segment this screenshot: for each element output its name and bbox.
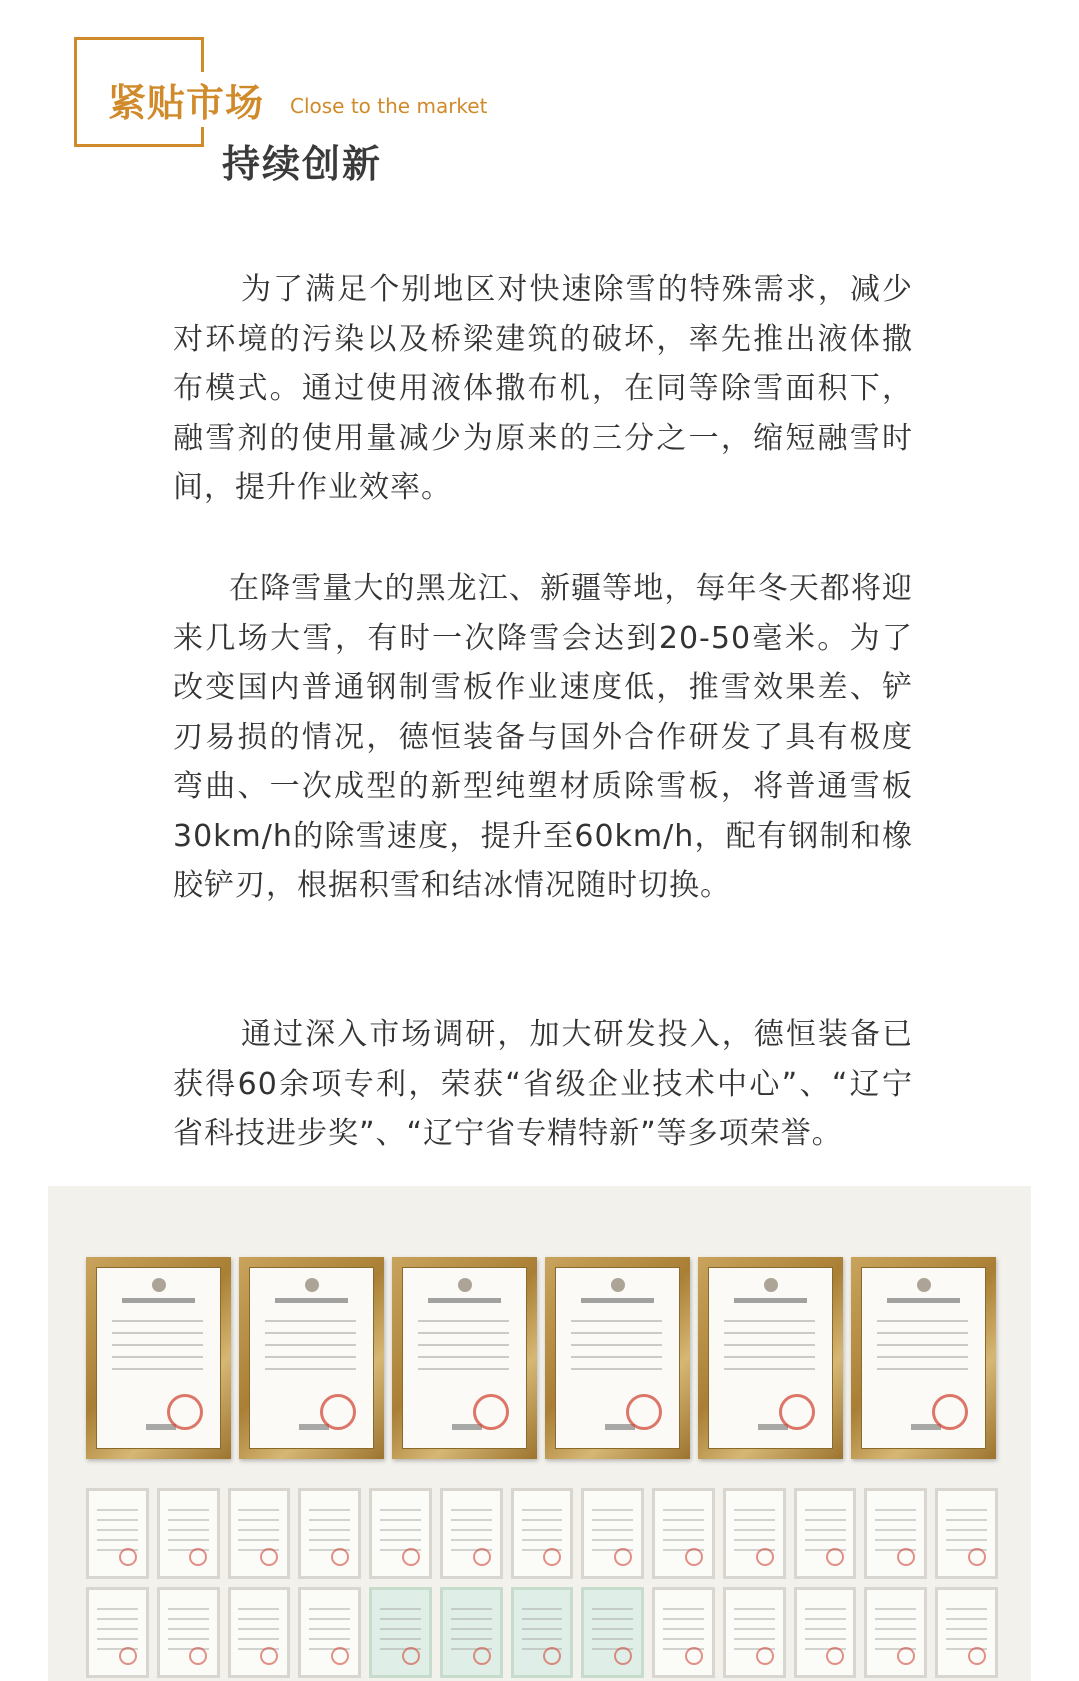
patent-certificate-thumbnail: [228, 1488, 291, 1579]
section-subtitle: 持续创新: [218, 133, 382, 188]
patent-certificate-thumbnail: [511, 1488, 574, 1579]
patent-certificate-thumbnail: [440, 1587, 503, 1678]
section-title-english: Close to the market: [290, 94, 488, 118]
patent-certificate-thumbnail: [723, 1587, 786, 1678]
patent-certificate-thumbnail: [794, 1488, 857, 1579]
patent-certificate-thumbnail: [298, 1587, 361, 1678]
patent-certificate-thumbnail: [369, 1488, 432, 1579]
section-title: 紧贴市场: [108, 72, 270, 127]
patent-certificate-thumbnail: [935, 1488, 998, 1579]
patent-certificate-thumbnail: [794, 1587, 857, 1678]
patent-certificate-thumbnail: [864, 1488, 927, 1579]
framed-certificate: [698, 1257, 843, 1459]
framed-certificate: [545, 1257, 690, 1459]
patent-certificate-thumbnail: [86, 1587, 149, 1678]
framed-certificate: [239, 1257, 384, 1459]
framed-certificates: [86, 1257, 996, 1459]
patent-certificate-thumbnail: [652, 1488, 715, 1579]
patent-certificate-thumbnail: [723, 1488, 786, 1579]
patent-certificate-thumbnail: [652, 1587, 715, 1678]
framed-certificate: [392, 1257, 537, 1459]
patent-certificate-thumbnail: [935, 1587, 998, 1678]
patent-certificate-thumbnail: [369, 1587, 432, 1678]
patent-certificate-thumbnail: [298, 1488, 361, 1579]
paragraph-snow-plow: 在降雪量大的黑龙江、新疆等地，每年冬天都将迎来几场大雪，有时一次降雪会达到20-50毫米。为了改变国内普通钢制雪板作业速度低，推雪效果差、铲刃易损的情况，德恒装备与国外合作研发了具有极度弯曲、一次成型的新型纯塑材质除雪板，将普通雪板30km/h的除雪速度，提升至60km/h，配有钢制和橡胶铲刃，根据积雪和结冰情况随时切换。: [173, 571, 913, 903]
patent-certificate-thumbnail: [440, 1488, 503, 1579]
framed-certificate: [86, 1257, 231, 1459]
paragraph-patents: 通过深入市场调研，加大研发投入，德恒装备已获得60余项专利，荣获“省级企业技术中心”、“辽宁省科技进步奖”、“辽宁省专精特新”等多项荣誉。: [173, 1017, 913, 1151]
patent-certificate-thumbnail: [228, 1587, 291, 1678]
patent-certificate-thumbnail: [157, 1587, 220, 1678]
framed-certificate: [851, 1257, 996, 1459]
patent-certificate-thumbnail: [511, 1587, 574, 1678]
patent-certificate-grid: [86, 1488, 998, 1678]
patent-certificate-thumbnail: [157, 1488, 220, 1579]
patent-certificate-thumbnail: [86, 1488, 149, 1579]
patent-certificate-thumbnail: [864, 1587, 927, 1678]
patent-certificate-thumbnail: [581, 1587, 644, 1678]
paragraph-liquid-spreading: 为了满足个别地区对快速除雪的特殊需求，减少对环境的污染以及桥梁建筑的破坏，率先推出液体撒布模式。通过使用液体撒布机，在同等除雪面积下，融雪剂的使用量减少为原来的三分之一，缩短融雪时间，提升作业效率。: [173, 272, 913, 505]
patent-certificate-thumbnail: [581, 1488, 644, 1579]
